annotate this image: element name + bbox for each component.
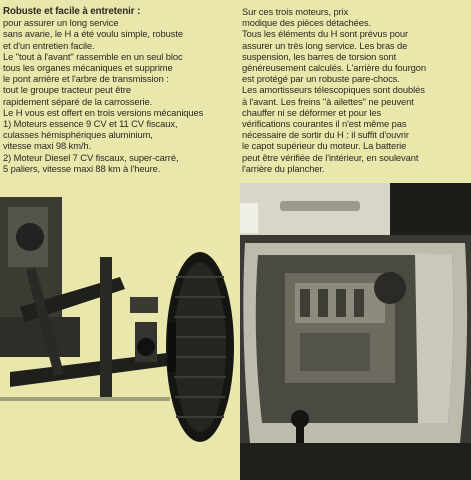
suspension-photo	[0, 197, 236, 480]
left-text-column	[3, 6, 231, 174]
section-heading: Robuste et facile à entretenir :	[3, 6, 141, 17]
left-body-text: pour assurer un long service sans avarie, le H a été voulu simple, robuste et d'un entretien facile. Le "tout à l'avant" rassemble en un seul bloc tous les organes mécaniques et supprime le pont arrière et l'arbre de transmission : tout le groupe tracteur peut être rapidement séparé de la carrosserie. Le H vous est offert en trois versions mécaniques 1) Moteurs essence 9 CV et 11 CV fiscaux, culasses hémisphériques aluminium, vitesse maxi 98 km/h. 2) Moteur Diesel 7 CV fiscaux, super-carré, 5 paliers, vitesse maxi 88 km à l'heure.	[3, 17, 204, 174]
right-body-text: Sur ces trois moteurs, prix modique des pièces détachées. Tous les éléments du H sont prévus pour assurer un très long service. Les bras de suspension, les barres de torsion sont généreusement calculés. L'arrière du fourgon est protégé par un robuste pare-chocs. Les amortisseurs télescopiques sont doublés à l'avant. Les freins "à ailettes" ne peuvent chauffer ni se déformer et pour les vérifications courantes il n'est même pas nécessaire de sortir du H : il suffit d'ouvrir le capot supérieur du moteur. La batterie peut être vérifiée de l'intérieur, en soulevant l'arrière du plancher.	[242, 6, 426, 174]
right-text-column	[242, 6, 468, 174]
engine-bay-photo	[240, 183, 471, 480]
